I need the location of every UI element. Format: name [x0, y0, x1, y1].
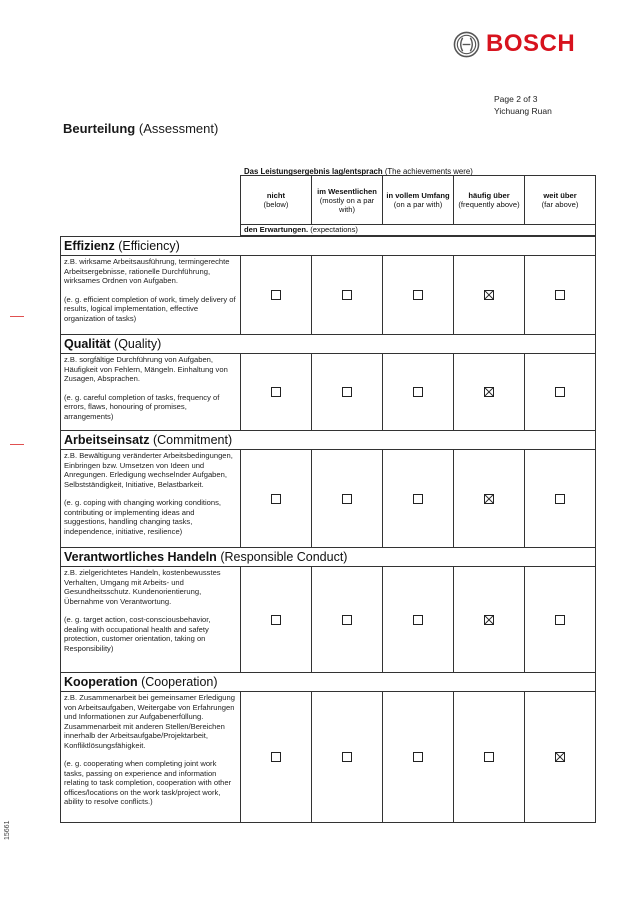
- checkbox[interactable]: [342, 290, 352, 300]
- rating-cell[interactable]: [525, 354, 595, 430]
- section-title-en: (Responsible Conduct): [220, 550, 348, 564]
- section-title: [61, 237, 595, 256]
- bosch-armature-icon: [453, 31, 480, 58]
- description-de: z.B. Bewältigung veränderter Arbeitsbedingungen, Einbringen bzw. Umsetzen von Ideen und Anregungen. Erledigung wechselnder Aufgaben, Selbstständigkeit, Initiative, Belastbarkeit.: [64, 451, 233, 489]
- rating-cell[interactable]: [312, 354, 383, 430]
- checkbox[interactable]: [342, 387, 352, 397]
- section-description: [61, 256, 241, 334]
- rating-cell[interactable]: [241, 450, 312, 547]
- section-description: [61, 354, 241, 430]
- checkbox-checked[interactable]: [555, 752, 565, 762]
- section-row: [61, 354, 595, 431]
- checkbox[interactable]: [271, 290, 281, 300]
- section-title-de: Verantwortliches Handeln: [64, 550, 217, 564]
- rating-cell[interactable]: [454, 692, 525, 822]
- rating-cell[interactable]: [241, 692, 312, 822]
- rating-cell[interactable]: [312, 256, 383, 334]
- rating-col-frequently-above: [453, 176, 524, 224]
- caption-en: (The achievements were): [384, 167, 473, 176]
- description-en: (e. g. coping with changing working conditions, contributing or implementing ideas and suggestions, handling changing tasks, independence, initiative, resilience): [64, 498, 222, 536]
- checkbox-checked[interactable]: [484, 615, 494, 625]
- checkbox[interactable]: [484, 752, 494, 762]
- section-title-de: Effizienz: [64, 239, 115, 253]
- employee-name: Yichuang Ruan: [494, 106, 552, 116]
- description-en: (e. g. careful completion of tasks, frequency of errors, flaws, honouring of promises, arrangements): [64, 392, 220, 421]
- rating-col-on-par: [382, 176, 453, 224]
- rating-cell[interactable]: [383, 450, 454, 547]
- rating-cell[interactable]: [454, 256, 525, 334]
- page-number: Page 2 of 3: [494, 94, 538, 104]
- checkbox[interactable]: [413, 387, 423, 397]
- section-title-de: Arbeitseinsatz: [64, 433, 150, 447]
- section-title-en: (Cooperation): [141, 675, 218, 689]
- rating-col-below: [241, 176, 311, 224]
- section-description: [61, 450, 241, 547]
- col-label-en: (on a par with): [393, 200, 443, 209]
- checkbox[interactable]: [271, 615, 281, 625]
- section-description: [61, 567, 241, 672]
- section-title-en: (Quality): [114, 337, 162, 351]
- checkbox[interactable]: [342, 752, 352, 762]
- checkbox[interactable]: [342, 494, 352, 504]
- section-title-de: Qualität: [64, 337, 111, 351]
- rating-col-mostly: [311, 176, 382, 224]
- rating-cell[interactable]: [525, 450, 595, 547]
- checkbox[interactable]: [413, 494, 423, 504]
- margin-fold-mark: [10, 316, 24, 317]
- rating-cell[interactable]: [312, 692, 383, 822]
- col-label-de: nicht: [266, 191, 286, 200]
- rating-cell[interactable]: [383, 567, 454, 672]
- col-label-de: im Wesentlichen: [317, 186, 377, 196]
- bosch-logo: [453, 30, 575, 58]
- rating-cell[interactable]: [454, 354, 525, 430]
- section-title-en: (Efficiency): [118, 239, 180, 253]
- section-title: [61, 431, 595, 450]
- rating-cell[interactable]: [525, 567, 595, 672]
- rating-cell[interactable]: [383, 692, 454, 822]
- checkbox[interactable]: [555, 615, 565, 625]
- description-en: (e. g. efficient completion of work, timely delivery of results, logical implementation, effective organization of tasks): [64, 294, 236, 323]
- expectations-row: [240, 225, 596, 236]
- brand-name: BOSCH: [486, 30, 576, 57]
- page-title: [63, 121, 218, 136]
- checkbox[interactable]: [413, 752, 423, 762]
- assessment-table: [60, 236, 596, 823]
- caption-de: Das Leistungsergebnis lag/entsprach: [244, 167, 383, 176]
- checkbox[interactable]: [413, 290, 423, 300]
- rating-cell[interactable]: [241, 567, 312, 672]
- title-sub: (Assessment): [138, 121, 219, 136]
- description-de: z.B. zielgerichtetes Handeln, kostenbewusstes Verhalten, Umgang mit Arbeits- und Gesundheitsschutz. Kundenorientierung, Übernahme von Verantwortung.: [64, 568, 221, 606]
- margin-fold-mark: [10, 444, 24, 445]
- col-label-de: weit über: [543, 191, 577, 200]
- rating-cell[interactable]: [383, 354, 454, 430]
- checkbox[interactable]: [555, 494, 565, 504]
- rating-cell[interactable]: [525, 692, 595, 822]
- checkbox[interactable]: [271, 387, 281, 397]
- col-label-en: (below): [263, 200, 289, 209]
- checkbox[interactable]: [413, 615, 423, 625]
- col-label-en: (far above): [541, 200, 579, 209]
- description-en: (e. g. target action, cost-consciousbehavior, dealing with occupational health and safety protection, customer orientation, taking on Responsibility): [64, 615, 211, 653]
- description-de: z.B. wirksame Arbeitsausführung, termingerechte Arbeitsergebnisse, rationelle Durchführung, wirksames Ordnen von Aufgaben.: [64, 257, 230, 285]
- checkbox[interactable]: [271, 494, 281, 504]
- section-row: [61, 567, 595, 673]
- rating-cell[interactable]: [241, 256, 312, 334]
- description-de: z.B. sorgfältige Durchführung von Aufgaben, Häufigkeit von Fehlern, Mängeln. Einhaltung von Zusagen, Absprachen.: [64, 355, 228, 383]
- rating-cell[interactable]: [525, 256, 595, 334]
- section-row: [61, 256, 595, 335]
- document-id: 15661: [4, 820, 11, 840]
- section-description: [61, 692, 241, 822]
- rating-cell[interactable]: [241, 354, 312, 430]
- description-en: (e. g. cooperating when completing joint work tasks, passing on experience and information relating to task completion, cooperation with other offices/locations on the work task/project work, ability to resolve conflicts.): [64, 759, 232, 806]
- col-label-en: (frequently above): [458, 200, 520, 209]
- expect-en: (expectations): [310, 225, 358, 234]
- rating-header: [240, 175, 596, 225]
- section-title: [61, 335, 595, 354]
- title-main: Beurteilung: [63, 121, 136, 136]
- col-label-de: in vollem Umfang: [386, 191, 450, 200]
- rating-cell[interactable]: [312, 567, 383, 672]
- checkbox[interactable]: [555, 290, 565, 300]
- checkbox[interactable]: [271, 752, 281, 762]
- rating-cell[interactable]: [312, 450, 383, 547]
- section-title-de: Kooperation: [64, 675, 138, 689]
- expect-de: den Erwartungen.: [244, 225, 309, 234]
- rating-col-far-above: [524, 176, 595, 224]
- checkbox-checked[interactable]: [484, 387, 494, 397]
- section-title: [61, 673, 595, 692]
- checkbox[interactable]: [555, 387, 565, 397]
- page-info: [494, 93, 552, 117]
- description-de: z.B. Zusammenarbeit bei gemeinsamer Erledigung von Arbeitsaufgaben, Weitergabe von Erfahrungen und Informationen zur Aufgabenerfüllung. Zusammenarbeit mit anderen Stellen/Bereichen innerhalb der Arbeitsaufgabe/Projektarbeit, Konfliktlösungsfähigkeit.: [64, 693, 235, 750]
- checkbox-checked[interactable]: [484, 290, 494, 300]
- rating-cell[interactable]: [454, 567, 525, 672]
- section-title: [61, 548, 595, 567]
- checkbox[interactable]: [342, 615, 352, 625]
- checkbox-checked[interactable]: [484, 494, 494, 504]
- col-label-en: (mostly on a par with): [319, 195, 375, 214]
- rating-cell[interactable]: [454, 450, 525, 547]
- col-label-de: häufig über: [468, 191, 510, 200]
- section-row: [61, 692, 595, 822]
- section-row: [61, 450, 595, 548]
- section-title-en: (Commitment): [152, 433, 233, 447]
- rating-cell[interactable]: [383, 256, 454, 334]
